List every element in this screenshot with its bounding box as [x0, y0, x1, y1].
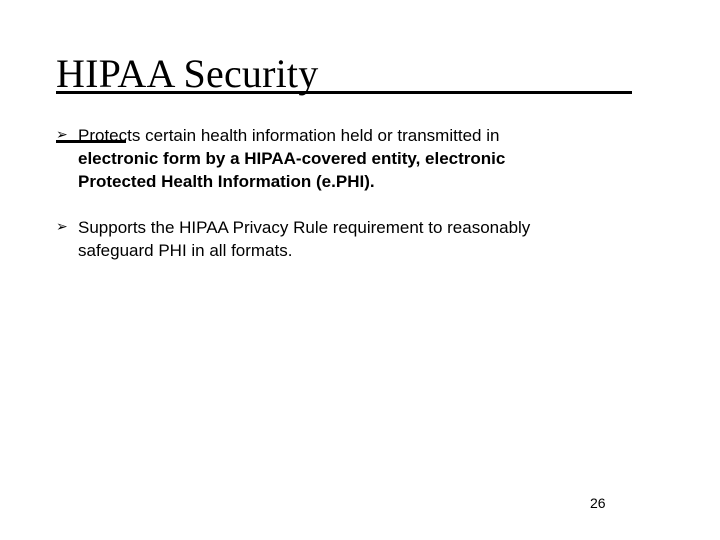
accent-rule — [56, 140, 126, 143]
slide-title: HIPAA Security — [56, 51, 319, 96]
title-underline — [56, 91, 632, 94]
bullet-item — [56, 124, 656, 193]
bullet-item — [56, 216, 656, 262]
bullet-line: safeguard PHI in all formats. — [78, 241, 293, 260]
bullet-text — [78, 216, 656, 262]
bullet-list — [56, 124, 656, 285]
bullet-line: Supports the HIPAA Privacy Rule requirement to reasonably — [78, 218, 531, 237]
arrow-bullet-icon: ➢ — [56, 219, 68, 235]
bullet-line: Protects certain health information held or transmitted in — [78, 126, 500, 145]
arrow-bullet-icon: ➢ — [56, 127, 68, 143]
bullet-line: Protected Health Information (e.PHI). — [78, 172, 375, 191]
page-number: 26 — [590, 495, 606, 511]
bullet-line: electronic form by a HIPAA-covered entity, electronic — [78, 149, 506, 168]
bullet-text — [78, 124, 656, 193]
